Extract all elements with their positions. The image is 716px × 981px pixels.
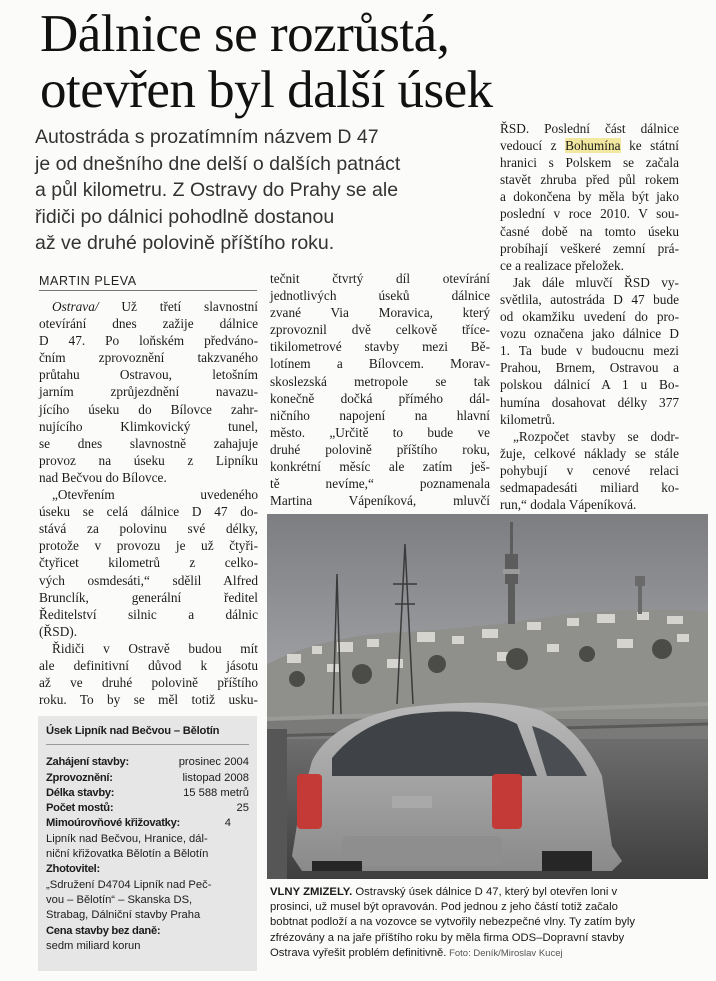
text-line: až ve druhé polovině příštího — [39, 675, 258, 691]
caption-label: VLNY ZMIZELY. — [270, 886, 353, 898]
text-line: konečně dočká přímého dál- — [270, 390, 490, 406]
text-line: se dnes slavnostně zahajuje — [39, 435, 258, 451]
text-line: ŘSD. Poslední část dálnice — [500, 121, 679, 136]
text-line: světlila, autostráda D 47 bude — [500, 291, 679, 307]
text-line: zvané Via Moravica, který — [270, 305, 490, 321]
text-line: jícího úseku do Bílovce zahr- — [39, 401, 258, 417]
text-line: roku. To by se měl totiž usku- — [39, 692, 258, 708]
text-line: časné době na tomto úseku — [500, 223, 679, 239]
info-box-divider — [46, 744, 249, 745]
caption-line: VLNY ZMIZELY. Ostravský úsek dálnice D 47, který byl otevřen loni v — [270, 886, 618, 898]
text-line: průtahu Ostravou, letošním — [39, 367, 258, 383]
headline-line-2: otevřen byl další úsek — [40, 61, 493, 119]
text-line: „Rozpočet stavby se dodr- — [513, 428, 679, 444]
info-contractor: Zhotovitel: „Sdružení D4704 Lipník nad Peč- vou – Bělotín“ – Skanska DS, Strabag, Dálniční stavby Praha — [46, 863, 212, 922]
info-row: Mimoúrovňové křižovatky: 4 — [46, 817, 231, 830]
text-line: 1. Ta bude v budoucnu mezi — [500, 343, 679, 359]
text-line: žuje, celkové náklady se stále — [500, 445, 679, 461]
text-line: stavět zhruba před půl rokem — [500, 172, 679, 188]
photo-caption — [270, 885, 710, 961]
info-row: Délka stavby: 15 588 metrů — [46, 786, 249, 799]
text-line: Martina Vápeníková, mluvčí — [270, 493, 490, 509]
caption-line: bobtnat podloží a na vozovce se vytvořily nebezpečné vlny. Ty zatím byly — [270, 916, 636, 929]
caption-line: Ostrava vyřešit problém definitivně. Foto: Deník/Miroslav Kucej — [270, 946, 563, 959]
article-column-1: Ostrava/ Už třetí slavnostní otevírání dnes zažije dálnice D 47. Po loňském předváno- čním zprovoznění takzvaného průtahu Ostravou, letošním jarním zprůjezdnění navazu- jícího úseku do Bílovce zahr- nujícího Klimkovický tunel, se dnes slavnostně zahajuje provoz na úseku z Lipníku nad Bečvou do Bílovce. „Otevřením uvedeného úseku se celá dálnice D 47 do- stává za polovinu své délky, protože v provozu je už čtyři- čtyřicet kilometrů z celko- vých osmdesáti,“ sdělil Alfred Brunclík, generální ředitel Ředitelství silnic a dálnic (ŘSD). Řidiči v Ostravě budou mít ale definitivní důvod k jásotu až ve druhé polovině příštího roku. To by se měl totiž usku- — [39, 299, 258, 708]
text-line: čtyřicet kilometrů z celko- — [39, 555, 258, 571]
text-line: od okamžiku uvedení do pro- — [500, 309, 679, 325]
article-column-3 — [500, 120, 679, 513]
text-line: vozu označena jako dálnice D — [500, 326, 679, 342]
byline-divider — [39, 290, 257, 291]
text-line: probíhají veškeré zemní prá- — [500, 240, 679, 256]
info-cost: Cena stavby bez daně: sedm miliard korun — [46, 924, 161, 952]
text-line: „Otevřením uvedeného — [52, 487, 258, 503]
info-box — [38, 716, 257, 971]
text-line: město. „Určitě to bude ve — [270, 424, 490, 440]
text-line: skoslezská metropole se tak — [270, 373, 490, 389]
text-line: sedmapadesáti miliard ko- — [500, 479, 679, 495]
text-line: Řidiči v Ostravě budou mít — [52, 640, 258, 656]
text-line: zprovoznil dvě celkově tříce- — [270, 322, 490, 338]
text-line: run,“ dodala Vápeníková. — [500, 497, 637, 513]
info-junctions: Lipník nad Bečvou, Hranice, dál- niční křižovatka Bělotín a Bělotín — [46, 832, 209, 861]
caption-line: zfrézovány a na jaře příštího roku by měla firma ODS–Dopravní stavby — [270, 931, 625, 944]
text-line: čním zprovoznění takzvaného — [39, 350, 258, 366]
text-line: hranici s Polskem se začala — [500, 155, 679, 171]
caption-line: prosinci, už musel být opravován. Pod jednou z jeho částí totiž začalo — [270, 901, 618, 914]
headline-line-1: Dálnice se rozrůstá, — [40, 5, 450, 63]
dateline: Ostrava/ — [52, 299, 99, 314]
info-box-title: Úsek Lipník nad Bečvou – Bělotín — [46, 725, 220, 737]
text-line: tikilometrové stavby mezi Bě- — [270, 339, 490, 355]
lead-line: je od dnešního dne delší o dalších patnáct — [35, 152, 401, 175]
text-line: (ŘSD). — [39, 623, 78, 639]
text-line: Ředitelství silnic a dálnic — [39, 606, 258, 622]
text-line: humína dosahovat délky 377 — [500, 394, 679, 410]
text-line: lotínem a Bílovcem. Morav- — [270, 356, 490, 372]
text-line: D 47. Po loňském předváno- — [39, 333, 258, 349]
text-line: stává za polovinu své délky, — [39, 521, 258, 537]
text-line: ce a realizace přeložek. — [500, 257, 625, 273]
text-line: jednotlivých úseků dálnice — [270, 288, 490, 304]
info-row: Zprovoznění: listopad 2008 — [46, 771, 249, 784]
lead-paragraph — [35, 124, 475, 257]
article-column-2 — [270, 270, 490, 509]
info-row: Počet mostů: 25 — [46, 802, 249, 815]
text-line-highlight: vedoucí z Bohumína ke státní — [500, 138, 679, 154]
text-line: provoz na úseku z Lipníku — [39, 452, 258, 468]
text-line: ale definitivní důvod k jásotu — [39, 657, 258, 673]
text-line: nad Bečvou do Bílovce. — [39, 469, 167, 485]
text-line: jarním zprůjezdnění navazu- — [39, 384, 258, 400]
text-line: protože v provozu je už čtyři- — [39, 538, 258, 554]
lead-line: až ve druhé polovině příštího roku. — [35, 232, 335, 254]
text-line: vých osmdesáti,“ sdělil Alfred — [39, 572, 258, 588]
text-line: polskou dálnicí A 1 u Bo- — [500, 377, 679, 393]
text-line: nujícího Klimkovický tunel, — [39, 418, 258, 434]
lead-line: a půl kilometru. Z Ostravy do Prahy se ale — [35, 179, 399, 201]
lead-line: řidiči po dálnici pohodlně dostanou — [35, 205, 335, 228]
text-line: Jak dále mluvčí ŘSD vy- — [513, 274, 679, 290]
text-line: kilometrů. — [500, 411, 556, 427]
text-line: Prahou, Brnem, Ostravou a — [500, 360, 679, 376]
text-line: otevírání dnes zažije dálnice — [39, 316, 258, 332]
text-line: a dokončena by měla být jako — [500, 189, 679, 205]
text-line: druhé polovině příštího roku, — [270, 441, 490, 457]
lead-line: Autostráda s prozatímním názvem D 47 — [35, 126, 379, 148]
text-line: Brunclík, generální ředitel — [39, 589, 258, 605]
text-line: poslední v roce 2010. V sou- — [500, 206, 679, 222]
highlighted-word: Bohumína — [565, 138, 621, 154]
photo-credit: Foto: Deník/Miroslav Kucej — [446, 947, 563, 959]
text-line: úseku se celá dálnice D 47 do- — [39, 504, 258, 520]
byline: MARTIN PLEVA — [39, 274, 137, 288]
text-line: tě nevíme,“ poznamenala — [270, 476, 490, 492]
text-line: konkrétní měsíc ale zatím ješ- — [270, 459, 490, 475]
headline — [40, 6, 710, 118]
info-row: Zahájení stavby: prosinec 2004 — [46, 756, 249, 769]
text-line: pohybují v cenové relaci — [500, 462, 679, 478]
highway-car-photo — [267, 514, 708, 879]
text-line: tečnit čtvrtý díl otevírání — [270, 271, 490, 286]
text-line: ničního napojení na hlavní — [270, 407, 490, 423]
